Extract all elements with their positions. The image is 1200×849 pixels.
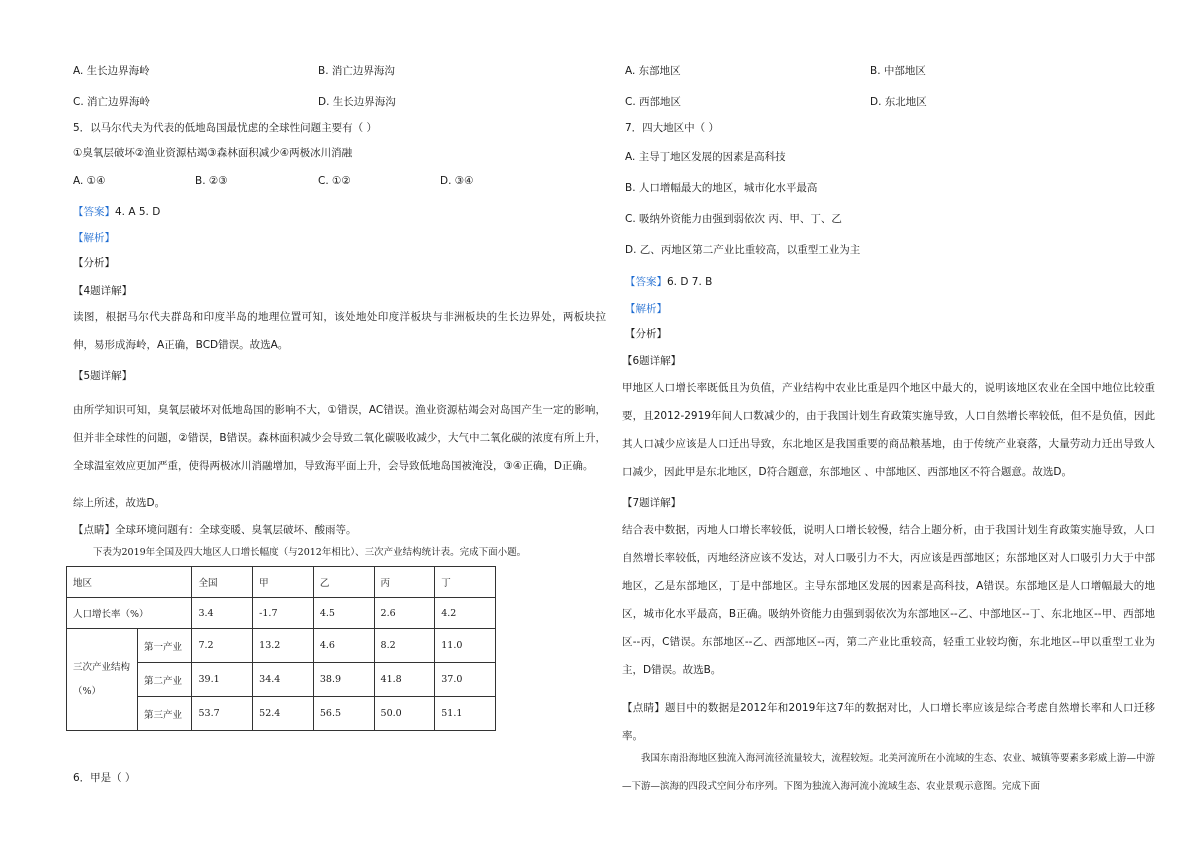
answer-label: 【答案】 bbox=[625, 276, 667, 288]
statistics-table bbox=[66, 566, 496, 731]
q5-option-d[interactable]: D. ③④ bbox=[440, 175, 474, 187]
struct-row-label: 第一产业 bbox=[138, 629, 191, 663]
q7-detail-heading: 【7题详解】 bbox=[622, 497, 682, 509]
table-cell: 56.5 bbox=[313, 697, 374, 731]
table-cell: 11.0 bbox=[435, 629, 496, 663]
q6-option-d[interactable]: D. 东北地区 bbox=[870, 96, 927, 108]
q7-option-d[interactable]: D. 乙、丙地区第二产业比重较高，以重型工业为主 bbox=[625, 244, 861, 256]
analysis-label: 【解析】 bbox=[625, 303, 667, 315]
answer-text: 6. D 7. B bbox=[667, 276, 713, 288]
q5-detail-heading: 【5题详解】 bbox=[73, 370, 133, 382]
q5-option-a[interactable]: A. ①④ bbox=[73, 175, 106, 187]
table-row bbox=[67, 629, 496, 663]
table-cell: 2.6 bbox=[374, 598, 435, 629]
q6-stem: 6．甲是（ ） bbox=[73, 772, 136, 784]
q4-option-c[interactable]: C. 消亡边界海岭 bbox=[73, 96, 151, 108]
table-cell: 13.2 bbox=[253, 629, 314, 663]
summary-line: 综上所述，故选D。 bbox=[73, 497, 166, 509]
table-cell: 38.9 bbox=[313, 663, 374, 697]
table-header-cell: 甲 bbox=[253, 567, 314, 598]
dianjing-line bbox=[622, 694, 1155, 750]
table-cell: 37.0 bbox=[435, 663, 496, 697]
q5-stem: 5．以马尔代夫为代表的低地岛国最忧虑的全球性问题主要有（ ） bbox=[73, 122, 378, 134]
answer-line bbox=[625, 275, 712, 289]
answer-label: 【答案】 bbox=[73, 206, 115, 218]
final-paragraph: 我国东南沿海地区独流入海河流径流量较大，流程较短。北美河流所在小流域的生态、农业、城镇等要素多彩威上游—中游—下游—滨海的四段式空间分布序列。下图为独流入海河流小流域生态、农业景观示意图。完成下面 bbox=[622, 753, 1155, 792]
dianjing-label: 【点睛】 bbox=[622, 702, 665, 714]
table-row bbox=[67, 598, 496, 629]
table-cell: 8.2 bbox=[374, 629, 435, 663]
struct-row-label: 第二产业 bbox=[138, 663, 191, 697]
table-cell: 53.7 bbox=[192, 697, 253, 731]
table-cell: 41.8 bbox=[374, 663, 435, 697]
struct-row-label: 第三产业 bbox=[144, 709, 183, 721]
q5-option-c[interactable]: C. ①② bbox=[318, 175, 351, 187]
table-cell: 39.1 bbox=[192, 663, 253, 697]
q5-items: ①臭氧层破坏②渔业资源枯竭③森林面积减少④两极冰川消融 bbox=[73, 147, 353, 159]
q5-option-b[interactable]: B. ②③ bbox=[195, 175, 228, 187]
q7-option-a[interactable]: A. 主导丁地区发展的因素是高科技 bbox=[625, 151, 786, 163]
answer-text: 4. A 5. D bbox=[115, 206, 161, 218]
table-cell: 4.5 bbox=[313, 598, 374, 629]
table-header-cell: 地区 bbox=[67, 567, 192, 598]
table-header-cell: 丙 bbox=[374, 567, 435, 598]
table-cell: 52.4 bbox=[253, 697, 314, 731]
table-cell: 4.2 bbox=[435, 598, 496, 629]
q6-detail-heading: 【6题详解】 bbox=[622, 355, 682, 367]
fenxi-label: 【分析】 bbox=[73, 257, 115, 269]
q5-detail-body: 由所学知识可知，臭氧层破坏对低地岛国的影响不大，①错误，AC错误。渔业资源枯竭会对岛国产生一定的影响，但并非全球性的问题，②错误，B错误。森林面积减少会导致二氧化碳吸收减少，大气中二氧化碳的浓度有所上升，全球温室效应更加严重，使得两极冰川消融增加，导致海平面上升，会导致低地岛国被淹没，③④正确，D正确。 bbox=[73, 404, 606, 472]
table-cell: 4.6 bbox=[313, 629, 374, 663]
q7-option-c[interactable]: C. 吸纳外资能力由强到弱依次 丙、甲、丁、乙 bbox=[625, 213, 842, 225]
table-header-cell: 丁 bbox=[435, 567, 496, 598]
q6-detail-body: 甲地区人口增长率既低且为负值，产业结构中农业比重是四个地区中最大的，说明该地区农业在全国中地位比较重要，且2012-2919年间人口数减少的，由于我国计划生育政策实施导致，人口自然增长率较低，但不是负值，因此其人口减少应该是人口迁出导致，东北地区是我国重要的商品粮基地，由于传统产业衰落，大量劳动力迁出导致人口减少，因此甲是东北地区，D符合题意，东部地区 、中部地区、西部地区不符合题意。故选D。 bbox=[622, 382, 1155, 478]
dianjing-text: 全球环境问题有：全球变暖、臭氧层破坏、酸雨等。 bbox=[115, 524, 357, 536]
table-cell: 51.1 bbox=[435, 697, 496, 731]
table-cell: 34.4 bbox=[253, 663, 314, 697]
q6-option-b[interactable]: B. 中部地区 bbox=[870, 65, 926, 77]
analysis-label: 【解析】 bbox=[73, 232, 115, 244]
q6-option-a[interactable]: A. 东部地区 bbox=[625, 65, 681, 77]
table-cell: 3.4 bbox=[192, 598, 253, 629]
q7-option-b[interactable]: B. 人口增幅最大的地区，城市化水平最高 bbox=[625, 182, 818, 194]
table-header-cell: 乙 bbox=[313, 567, 374, 598]
table-group-cell bbox=[67, 629, 192, 731]
table-row-label: 人口增长率（%） bbox=[67, 598, 192, 629]
q7-detail-body: 结合表中数据，丙地人口增长率较低，说明人口增长较慢，结合上题分析，由于我国计划生育政策实施导致，人口自然增长率较低，丙地经济应该不发达，对人口吸引力不大，丙应该是西部地区；东部地区对人口吸引力大于中部地区，乙是东部地区，丁是中部地区。主导东部地区发展的因素是高科技，A错误。东部地区是人口增幅最大的地区，城市化水平最高，B正确。吸纳外资能力由强到弱依次为东部地区--乙、中部地区--丁、东北地区--甲、西部地区--丙，C错误。东部地区--乙、西部地区--丙，第二产业比重较高，轻重工业较均衡，东北地区--甲以重型工业为主，D错误。故选B。 bbox=[622, 524, 1155, 676]
table-cell: 50.0 bbox=[374, 697, 435, 731]
answer-line bbox=[73, 205, 160, 219]
table-header-row bbox=[67, 567, 496, 598]
fenxi-label: 【分析】 bbox=[625, 328, 667, 340]
table-cell: 7.2 bbox=[192, 629, 253, 663]
q4-detail-body: 读图，根据马尔代夫群岛和印度半岛的地理位置可知，该处地处印度洋板块与非洲板块的生长边界处，两板块拉伸，易形成海岭，A正确，BCD错误。故选A。 bbox=[73, 311, 606, 351]
dianjing-line bbox=[73, 523, 357, 537]
q6-option-c[interactable]: C. 西部地区 bbox=[625, 96, 682, 108]
table-caption: 下表为2019年全国及四大地区人口增长幅度（与2012年相比）、三次产业结构统计表。完成下面小题。 bbox=[93, 547, 527, 558]
table-header-cell: 全国 bbox=[192, 567, 253, 598]
dianjing-label: 【点睛】 bbox=[73, 524, 115, 536]
q7-stem: 7．四大地区中（ ） bbox=[625, 122, 720, 134]
q4-option-a[interactable]: A. 生长边界海岭 bbox=[73, 65, 150, 77]
q4-detail-heading: 【4题详解】 bbox=[73, 285, 133, 297]
table-cell: -1.7 bbox=[253, 598, 314, 629]
dianjing-text: 题目中的数据是2012年和2019年这7年的数据对比，人口增长率应该是综合考虑自然增长率和人口迁移率。 bbox=[622, 702, 1156, 742]
q4-option-d[interactable]: D. 生长边界海沟 bbox=[318, 96, 396, 108]
struct-label: 三次产业结构（%） bbox=[67, 629, 138, 730]
q4-option-b[interactable]: B. 消亡边界海沟 bbox=[318, 65, 395, 77]
